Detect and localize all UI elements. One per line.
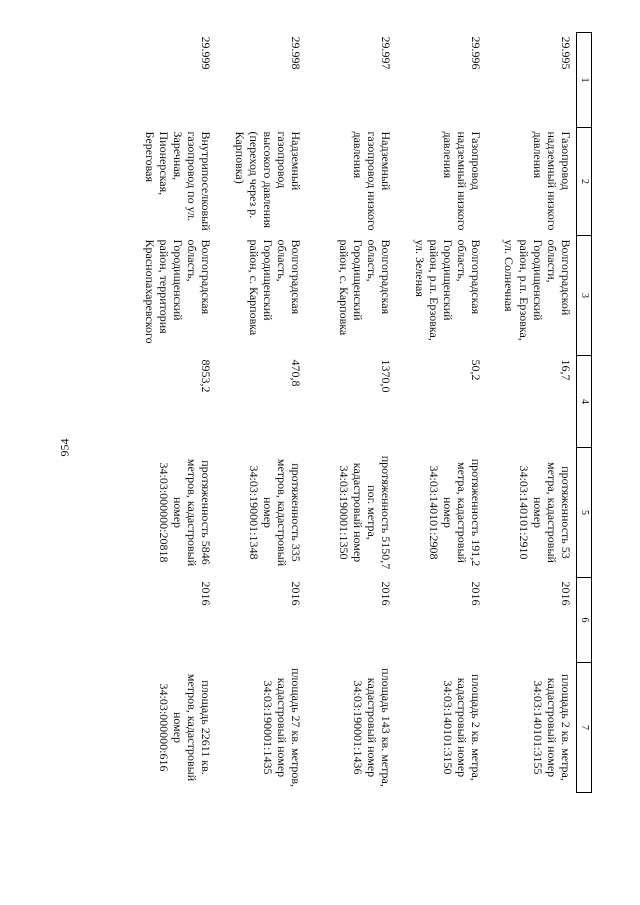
- object-value: 50,2: [469, 359, 484, 381]
- rotated-table-wrapper: [82, 32, 592, 792]
- object-address: Волгоградская область, Городищенский район, с. Карповка: [337, 239, 394, 336]
- page-number: 954: [57, 438, 72, 457]
- object-length: протяженность 5846 метров, кадастровый номер 34:03:000000:20818: [157, 458, 214, 567]
- object-value: 16,7: [559, 359, 573, 381]
- object-address: Волгоградская область, Городищенский район, р.п. Ерзовка, ул. Зеленая: [412, 239, 484, 341]
- object-year: 2016: [379, 581, 394, 606]
- object-name: Газопровод надземный низкого давления: [441, 131, 484, 231]
- object-length: протяженность 5150,7 пог. метра, кадастровый номер 34:03:190001:1350: [337, 455, 394, 570]
- row-number: 29.998: [289, 36, 304, 70]
- object-value: 1370,0: [379, 359, 394, 393]
- object-area: площадь 27 кв. метров, кадастровый номер 34:03:190001:1435: [261, 667, 304, 788]
- header-col-7: 7: [577, 663, 592, 793]
- header-col-1: 1: [577, 33, 592, 128]
- row-number: 29.996: [469, 36, 484, 70]
- object-area: площадь 22611 кв. метров, кадастровый номер 34:03:000000:616: [157, 673, 214, 782]
- object-value: 470,8: [289, 359, 304, 387]
- object-name: Газопровод надземный низкого давления: [530, 131, 573, 231]
- object-length: протяженность 53 метра, кадастровый номер 34:03:140101:2910: [516, 462, 573, 563]
- object-value: 8953,2: [199, 359, 214, 393]
- row-number: 29.997: [379, 36, 394, 70]
- table-row: [217, 33, 307, 793]
- object-address: Волгоградская область, Городищенский район, с. Карповка: [247, 239, 304, 336]
- object-year: 2016: [469, 581, 484, 606]
- table-row: [487, 33, 577, 793]
- property-table: [127, 32, 593, 793]
- object-area: площадь 143 кв. метра, кадастровый номер 34:03:190001:1436: [351, 668, 394, 787]
- object-length: протяженность 191,2 метра, кадастровый номер 34:03:140101:2908: [427, 458, 484, 567]
- object-length: протяженность 335 метров, кадастровый номер 34:03:190001:1348: [247, 458, 304, 567]
- object-year: 2016: [199, 581, 214, 606]
- object-address: Волгоградской области, Городищенский район, р.п. Ерзовка, ул. Солнечная: [502, 239, 573, 341]
- header-col-6: 6: [577, 578, 592, 663]
- object-area: площадь 2 кв. метра, кадастровый номер 34:03:140101:3150: [441, 674, 484, 781]
- header-col-2: 2: [577, 128, 592, 236]
- row-number: 29.995: [559, 36, 573, 70]
- table-row: [307, 33, 397, 793]
- header-col-5: 5: [577, 448, 592, 578]
- row-number: 29.999: [199, 36, 214, 70]
- object-name: Надземный газопровод низкого давления: [351, 131, 394, 231]
- object-year: 2016: [559, 581, 573, 606]
- header-col-3: 3: [577, 236, 592, 356]
- object-name: Внутрипоселковый газопровод по ул. Заречная, Пионерская, Береговая: [142, 131, 214, 231]
- object-address: Волгоградская область, Городищенский район, территория Краснопахаревского: [142, 239, 214, 344]
- object-name: Надземный газопровод высокого давления (переход через р. Карповка): [232, 131, 304, 229]
- table-row: [127, 33, 217, 793]
- object-year: 2016: [289, 581, 304, 606]
- table-row: [397, 33, 487, 793]
- header-col-4: 4: [577, 356, 592, 448]
- object-area: площадь 2 кв. метра, кадастровый номер 34:03:140101:3155: [530, 674, 573, 781]
- table-header: [577, 33, 592, 793]
